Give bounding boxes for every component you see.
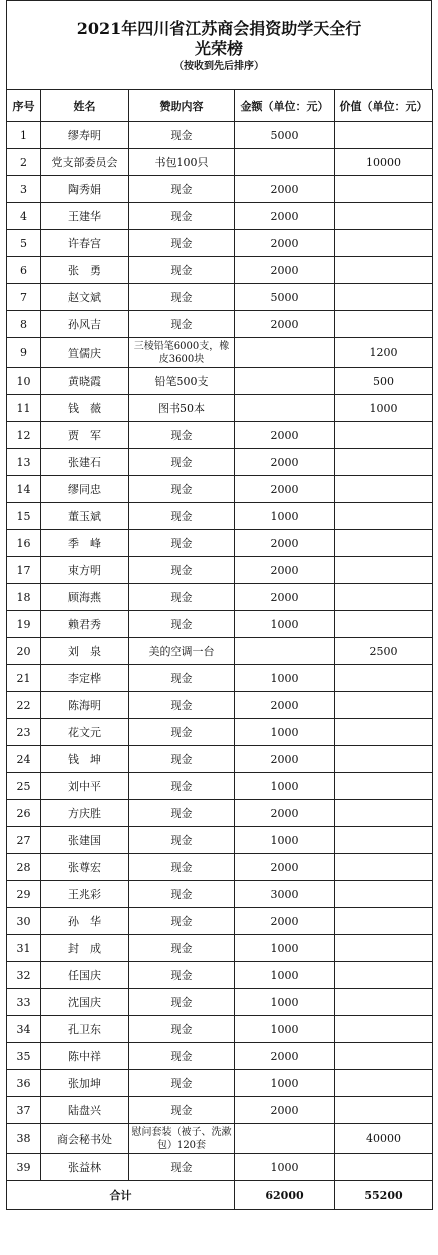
cell-amount: 2000	[235, 422, 335, 449]
cell-content: 现金	[129, 1154, 235, 1181]
cell-content: 现金	[129, 449, 235, 476]
cell-value: 2500	[335, 638, 433, 665]
cell-content: 铅笔500支	[129, 368, 235, 395]
cell-content: 现金	[129, 665, 235, 692]
cell-name: 方庆胜	[41, 800, 129, 827]
cell-name: 王兆彩	[41, 881, 129, 908]
cell-name: 刘 泉	[41, 638, 129, 665]
cell-value	[335, 503, 433, 530]
cell-content: 现金	[129, 311, 235, 338]
table-row	[7, 719, 433, 746]
cell-amount: 3000	[235, 881, 335, 908]
cell-seq: 24	[7, 746, 41, 773]
cell-value	[335, 449, 433, 476]
cell-name: 孙风吉	[41, 311, 129, 338]
cell-content: 美的空调一台	[129, 638, 235, 665]
cell-name: 孙 华	[41, 908, 129, 935]
cell-seq: 5	[7, 230, 41, 257]
cell-content: 现金	[129, 530, 235, 557]
table-row	[7, 368, 433, 395]
header-name: 姓名	[41, 90, 129, 122]
cell-content: 现金	[129, 422, 235, 449]
cell-content: 现金	[129, 746, 235, 773]
cell-content: 图书50本	[129, 395, 235, 422]
cell-name: 钱 薇	[41, 395, 129, 422]
cell-content: 现金	[129, 476, 235, 503]
cell-amount: 2000	[235, 908, 335, 935]
table-row	[7, 1016, 433, 1043]
cell-amount: 1000	[235, 665, 335, 692]
cell-seq: 34	[7, 1016, 41, 1043]
cell-content: 现金	[129, 827, 235, 854]
cell-content: 现金	[129, 719, 235, 746]
table-row	[7, 230, 433, 257]
cell-value: 1000	[335, 395, 433, 422]
cell-name: 许春宫	[41, 230, 129, 257]
cell-value: 10000	[335, 149, 433, 176]
cell-amount: 2000	[235, 746, 335, 773]
cell-seq: 21	[7, 665, 41, 692]
cell-seq: 38	[7, 1124, 41, 1154]
cell-seq: 30	[7, 908, 41, 935]
cell-name: 张益林	[41, 1154, 129, 1181]
table-row	[7, 773, 433, 800]
cell-value: 40000	[335, 1124, 433, 1154]
table-row	[7, 395, 433, 422]
cell-seq: 37	[7, 1097, 41, 1124]
cell-value	[335, 422, 433, 449]
cell-value	[335, 1097, 433, 1124]
table-row	[7, 638, 433, 665]
cell-seq: 11	[7, 395, 41, 422]
cell-content: 现金	[129, 503, 235, 530]
cell-seq: 31	[7, 935, 41, 962]
cell-name: 孔卫东	[41, 1016, 129, 1043]
cell-name: 束方明	[41, 557, 129, 584]
cell-amount: 2000	[235, 230, 335, 257]
table-row	[7, 935, 433, 962]
cell-value	[335, 1154, 433, 1181]
cell-name: 封 成	[41, 935, 129, 962]
cell-content: 现金	[129, 284, 235, 311]
cell-name: 陈海明	[41, 692, 129, 719]
cell-value	[335, 584, 433, 611]
table-row	[7, 854, 433, 881]
cell-value	[335, 1016, 433, 1043]
table-row	[7, 422, 433, 449]
cell-value	[335, 908, 433, 935]
cell-name: 张尊宏	[41, 854, 129, 881]
cell-amount: 1000	[235, 935, 335, 962]
table-row	[7, 557, 433, 584]
cell-name: 缪同忠	[41, 476, 129, 503]
cell-amount: 2000	[235, 257, 335, 284]
cell-value	[335, 719, 433, 746]
cell-value	[335, 530, 433, 557]
cell-content: 现金	[129, 1043, 235, 1070]
cell-seq: 7	[7, 284, 41, 311]
cell-name: 笪儒庆	[41, 338, 129, 368]
cell-seq: 1	[7, 122, 41, 149]
cell-amount: 2000	[235, 203, 335, 230]
cell-content: 三棱铅笔6000支，橡皮3600块	[129, 338, 235, 368]
cell-seq: 8	[7, 311, 41, 338]
table-row	[7, 665, 433, 692]
cell-seq: 22	[7, 692, 41, 719]
table-row	[7, 692, 433, 719]
table-row	[7, 746, 433, 773]
cell-amount: 2000	[235, 557, 335, 584]
header-amount: 金额（单位：元）	[235, 90, 335, 122]
cell-seq: 10	[7, 368, 41, 395]
cell-seq: 39	[7, 1154, 41, 1181]
cell-seq: 29	[7, 881, 41, 908]
cell-value: 500	[335, 368, 433, 395]
table-row	[7, 503, 433, 530]
cell-amount: 1000	[235, 827, 335, 854]
cell-value	[335, 854, 433, 881]
honor-roll-sheet	[6, 0, 432, 1210]
cell-content: 现金	[129, 1016, 235, 1043]
cell-value	[335, 284, 433, 311]
cell-content: 慰问套装（被子、洗漱包）120套	[129, 1124, 235, 1154]
cell-content: 现金	[129, 1070, 235, 1097]
table-row	[7, 203, 433, 230]
cell-amount	[235, 395, 335, 422]
cell-value	[335, 476, 433, 503]
cell-name: 张加坤	[41, 1070, 129, 1097]
cell-amount	[235, 368, 335, 395]
cell-amount: 1000	[235, 503, 335, 530]
cell-name: 任国庆	[41, 962, 129, 989]
table-row	[7, 1043, 433, 1070]
cell-amount: 1000	[235, 962, 335, 989]
cell-amount: 1000	[235, 1016, 335, 1043]
cell-content: 现金	[129, 176, 235, 203]
table-row	[7, 176, 433, 203]
cell-value	[335, 665, 433, 692]
cell-content: 现金	[129, 203, 235, 230]
cell-seq: 27	[7, 827, 41, 854]
total-row	[7, 1181, 433, 1210]
cell-value	[335, 257, 433, 284]
table-row	[7, 827, 433, 854]
table-row	[7, 1070, 433, 1097]
cell-content: 现金	[129, 257, 235, 284]
cell-amount: 1000	[235, 719, 335, 746]
total-label: 合计	[7, 1181, 235, 1210]
cell-amount: 1000	[235, 773, 335, 800]
cell-value	[335, 827, 433, 854]
cell-amount: 2000	[235, 311, 335, 338]
cell-name: 陶秀娟	[41, 176, 129, 203]
cell-name: 沈国庆	[41, 989, 129, 1016]
cell-value	[335, 203, 433, 230]
table-row	[7, 881, 433, 908]
cell-content: 现金	[129, 962, 235, 989]
cell-value	[335, 176, 433, 203]
cell-name: 张建石	[41, 449, 129, 476]
cell-amount	[235, 338, 335, 368]
cell-name: 钱 坤	[41, 746, 129, 773]
cell-name: 张 勇	[41, 257, 129, 284]
table-row	[7, 800, 433, 827]
cell-amount: 2000	[235, 584, 335, 611]
cell-amount: 2000	[235, 800, 335, 827]
table-body	[7, 122, 433, 1181]
cell-name: 董玉斌	[41, 503, 129, 530]
cell-value	[335, 1070, 433, 1097]
cell-seq: 13	[7, 449, 41, 476]
cell-value	[335, 773, 433, 800]
cell-name: 刘中平	[41, 773, 129, 800]
cell-seq: 36	[7, 1070, 41, 1097]
cell-amount: 2000	[235, 1097, 335, 1124]
cell-content: 现金	[129, 557, 235, 584]
cell-amount	[235, 1124, 335, 1154]
cell-seq: 23	[7, 719, 41, 746]
cell-value	[335, 692, 433, 719]
table-row	[7, 584, 433, 611]
cell-amount	[235, 638, 335, 665]
cell-seq: 19	[7, 611, 41, 638]
total-value: 55200	[335, 1181, 433, 1210]
cell-seq: 16	[7, 530, 41, 557]
table-row	[7, 449, 433, 476]
page-title: 2021年四川省江苏商会捐资助学天全行	[76, 19, 362, 38]
cell-value	[335, 800, 433, 827]
cell-seq: 6	[7, 257, 41, 284]
table-row	[7, 122, 433, 149]
table-row	[7, 989, 433, 1016]
cell-value	[335, 962, 433, 989]
cell-amount: 1000	[235, 1154, 335, 1181]
table-row	[7, 908, 433, 935]
cell-amount: 1000	[235, 611, 335, 638]
cell-amount	[235, 149, 335, 176]
cell-content: 现金	[129, 935, 235, 962]
cell-seq: 32	[7, 962, 41, 989]
cell-value	[335, 746, 433, 773]
cell-content: 现金	[129, 800, 235, 827]
cell-content: 现金	[129, 773, 235, 800]
title-block	[6, 0, 432, 89]
cell-seq: 25	[7, 773, 41, 800]
cell-content: 现金	[129, 881, 235, 908]
cell-seq: 4	[7, 203, 41, 230]
cell-amount: 5000	[235, 284, 335, 311]
total-amount: 62000	[235, 1181, 335, 1210]
cell-amount: 2000	[235, 854, 335, 881]
cell-content: 现金	[129, 908, 235, 935]
cell-value	[335, 935, 433, 962]
table-row	[7, 284, 433, 311]
cell-amount: 1000	[235, 1070, 335, 1097]
cell-name: 赖君秀	[41, 611, 129, 638]
cell-amount: 2000	[235, 176, 335, 203]
cell-seq: 3	[7, 176, 41, 203]
cell-seq: 28	[7, 854, 41, 881]
table-row	[7, 149, 433, 176]
cell-seq: 14	[7, 476, 41, 503]
table-header-row	[7, 90, 433, 122]
cell-seq: 2	[7, 149, 41, 176]
cell-seq: 17	[7, 557, 41, 584]
cell-seq: 18	[7, 584, 41, 611]
cell-content: 现金	[129, 1097, 235, 1124]
cell-amount: 2000	[235, 1043, 335, 1070]
cell-content: 现金	[129, 122, 235, 149]
donation-table	[6, 89, 433, 1210]
cell-value	[335, 611, 433, 638]
cell-seq: 35	[7, 1043, 41, 1070]
cell-seq: 15	[7, 503, 41, 530]
cell-name: 缪寿明	[41, 122, 129, 149]
page-title-line2: 光荣榜	[194, 39, 243, 58]
cell-content: 现金	[129, 989, 235, 1016]
cell-amount: 2000	[235, 476, 335, 503]
header-seq: 序号	[7, 90, 41, 122]
cell-name: 陈中祥	[41, 1043, 129, 1070]
cell-name: 李定桦	[41, 665, 129, 692]
cell-name: 顾海燕	[41, 584, 129, 611]
table-row	[7, 338, 433, 368]
cell-content: 现金	[129, 584, 235, 611]
cell-amount: 2000	[235, 692, 335, 719]
cell-content: 现金	[129, 854, 235, 881]
table-row	[7, 311, 433, 338]
cell-content: 现金	[129, 230, 235, 257]
cell-value	[335, 881, 433, 908]
cell-amount: 2000	[235, 530, 335, 557]
cell-name: 陆盘兴	[41, 1097, 129, 1124]
cell-seq: 9	[7, 338, 41, 368]
cell-seq: 12	[7, 422, 41, 449]
page-subtitle: （按收到先后排序）	[174, 61, 264, 72]
table-row	[7, 1154, 433, 1181]
cell-value	[335, 989, 433, 1016]
table-row	[7, 476, 433, 503]
cell-name: 王建华	[41, 203, 129, 230]
header-content: 赞助内容	[129, 90, 235, 122]
table-row	[7, 530, 433, 557]
table-row	[7, 1097, 433, 1124]
cell-name: 贾 军	[41, 422, 129, 449]
cell-amount: 2000	[235, 449, 335, 476]
table-row	[7, 611, 433, 638]
cell-content: 现金	[129, 611, 235, 638]
table-row	[7, 257, 433, 284]
cell-name: 花文元	[41, 719, 129, 746]
cell-name: 党支部委员会	[41, 149, 129, 176]
cell-name: 张建国	[41, 827, 129, 854]
cell-seq: 26	[7, 800, 41, 827]
header-value: 价值（单位：元）	[335, 90, 433, 122]
table-row	[7, 962, 433, 989]
cell-value: 1200	[335, 338, 433, 368]
cell-value	[335, 557, 433, 584]
cell-amount: 5000	[235, 122, 335, 149]
cell-value	[335, 311, 433, 338]
cell-content: 书包100只	[129, 149, 235, 176]
table-row	[7, 1124, 433, 1154]
cell-name: 商会秘书处	[41, 1124, 129, 1154]
cell-name: 黄晓霞	[41, 368, 129, 395]
cell-name: 赵文斌	[41, 284, 129, 311]
cell-content: 现金	[129, 692, 235, 719]
cell-value	[335, 1043, 433, 1070]
cell-seq: 33	[7, 989, 41, 1016]
cell-value	[335, 230, 433, 257]
cell-value	[335, 122, 433, 149]
cell-amount: 1000	[235, 989, 335, 1016]
cell-seq: 20	[7, 638, 41, 665]
cell-name: 季 峰	[41, 530, 129, 557]
